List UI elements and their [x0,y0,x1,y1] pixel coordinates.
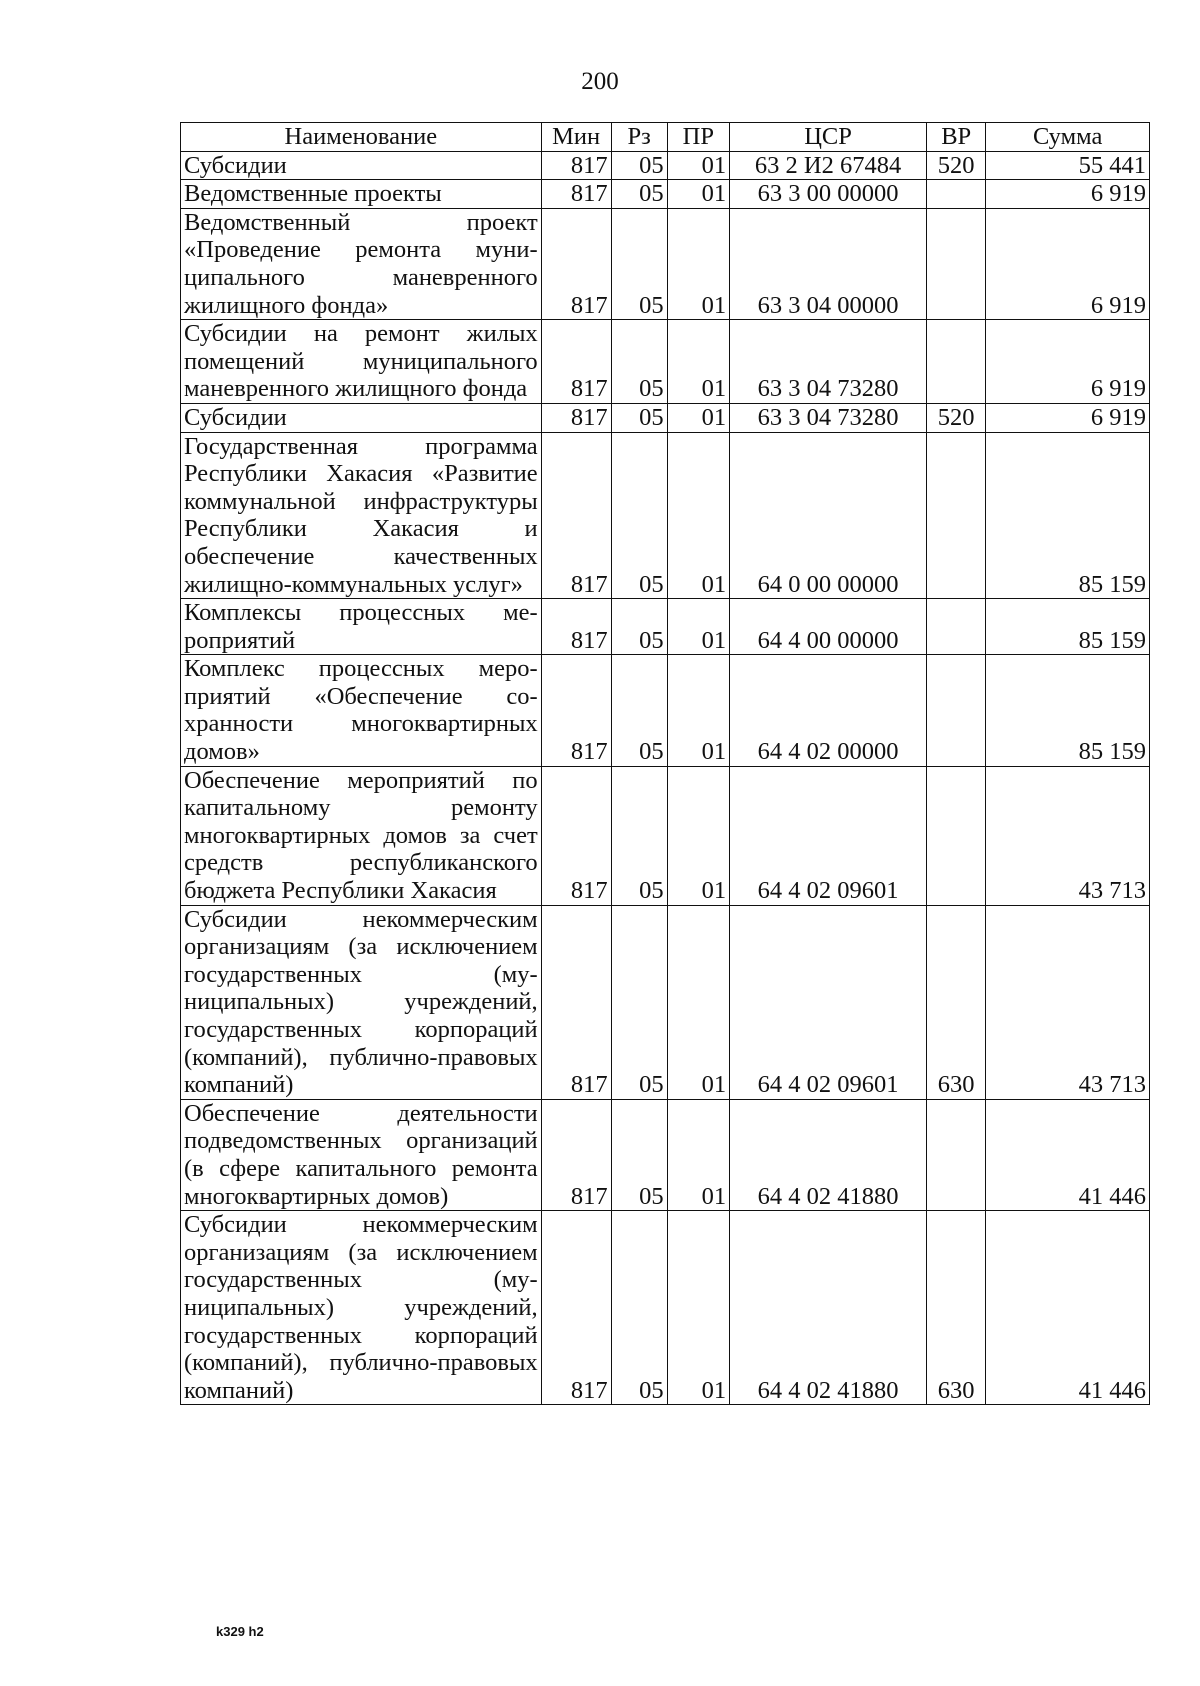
row-name: Комплексы процессных мероприятий [181,599,542,655]
row-min: 817 [541,320,611,404]
row-vr: 520 [927,403,986,432]
header-min: Мин [541,123,611,152]
row-rz: 05 [611,905,667,1099]
row-min: 817 [541,766,611,905]
header-pr: ПР [667,123,729,152]
row-vr [927,766,986,905]
row-csr: 64 4 02 00000 [730,655,927,766]
header-row [181,123,1150,152]
row-csr: 63 3 04 73280 [730,403,927,432]
row-rz: 05 [611,1211,667,1405]
row-sum: 6 919 [986,320,1150,404]
row-pr: 01 [667,208,729,319]
row-pr: 01 [667,403,729,432]
row-rz: 05 [611,599,667,655]
row-sum: 6 919 [986,180,1150,209]
row-pr: 01 [667,432,729,599]
row-min: 817 [541,655,611,766]
row-vr [927,320,986,404]
row-vr: 630 [927,905,986,1099]
row-rz: 05 [611,1099,667,1210]
row-pr: 01 [667,1099,729,1210]
row-csr: 64 4 00 00000 [730,599,927,655]
row-sum: 43 713 [986,905,1150,1099]
row-min: 817 [541,403,611,432]
row-min: 817 [541,151,611,180]
row-rz: 05 [611,766,667,905]
row-pr: 01 [667,599,729,655]
row-name: Субсидии некоммерческим организациям (за исключением государственных (муниципальных) учреждений, государственных корпораций (компаний), публично-правовых компаний) [181,1211,542,1405]
row-sum: 85 159 [986,432,1150,599]
header-vr: ВР [927,123,986,152]
row-csr: 64 4 02 09601 [730,905,927,1099]
row-vr: 630 [927,1211,986,1405]
row-rz: 05 [611,208,667,319]
row-vr [927,180,986,209]
row-vr [927,655,986,766]
row-min: 817 [541,905,611,1099]
row-sum: 41 446 [986,1099,1150,1210]
header-name: Наименование [181,123,542,152]
table-row [181,599,1150,655]
row-sum: 6 919 [986,403,1150,432]
row-sum: 55 441 [986,151,1150,180]
page-number: 200 [581,68,619,95]
row-vr [927,208,986,319]
row-rz: 05 [611,151,667,180]
table-row [181,432,1150,599]
row-pr: 01 [667,320,729,404]
row-pr: 01 [667,1211,729,1405]
row-sum: 43 713 [986,766,1150,905]
row-vr: 520 [927,151,986,180]
row-rz: 05 [611,320,667,404]
row-csr: 63 3 00 00000 [730,180,927,209]
row-pr: 01 [667,766,729,905]
row-csr: 64 4 02 41880 [730,1099,927,1210]
row-name: Обеспечение мероприятий по капитальному ремонту многоквартирных домов за счет средств республиканского бюджета Республики Хакасия [181,766,542,905]
header-rz: Рз [611,123,667,152]
row-pr: 01 [667,905,729,1099]
row-vr [927,432,986,599]
table-row [181,1211,1150,1405]
row-name: Субсидии [181,403,542,432]
budget-table [180,122,1150,1405]
row-csr: 63 3 04 00000 [730,208,927,319]
row-min: 817 [541,208,611,319]
table-row [181,320,1150,404]
table-row [181,905,1150,1099]
row-name: Субсидии некоммерческим организациям (за исключением государственных (муниципальных) учреждений, государственных корпораций (компаний), публично-правовых компаний) [181,905,542,1099]
row-vr [927,599,986,655]
row-name: Комплекс процессных мероприятий «Обеспечение сохранности многоквартирных домов» [181,655,542,766]
row-name: Ведомственные проекты [181,180,542,209]
row-pr: 01 [667,655,729,766]
row-name: Государственная программа Республики Хакасия «Развитие коммунальной инфраструктуры Республики Хакасия и обеспечение качественных жилищно-коммунальных услуг» [181,432,542,599]
row-csr: 64 0 00 00000 [730,432,927,599]
row-name: Ведомственный проект «Проведение ремонта муниципального маневренного жилищного фонда» [181,208,542,319]
header-sum: Сумма [986,123,1150,152]
table-row [181,180,1150,209]
row-csr: 63 2 И2 67484 [730,151,927,180]
row-csr: 64 4 02 09601 [730,766,927,905]
table-row [181,403,1150,432]
row-pr: 01 [667,180,729,209]
row-vr [927,1099,986,1210]
header-csr: ЦСР [730,123,927,152]
row-rz: 05 [611,403,667,432]
footer-code: k329 h2 [216,1624,264,1639]
row-sum: 41 446 [986,1211,1150,1405]
table-row [181,655,1150,766]
table-row [181,766,1150,905]
row-sum: 6 919 [986,208,1150,319]
row-rz: 05 [611,432,667,599]
table-row [181,208,1150,319]
row-name: Субсидии на ремонт жилых помещений муниципального маневренного жилищного фонда [181,320,542,404]
row-min: 817 [541,180,611,209]
row-sum: 85 159 [986,655,1150,766]
row-pr: 01 [667,151,729,180]
table-row [181,151,1150,180]
row-min: 817 [541,1211,611,1405]
table-row [181,1099,1150,1210]
row-rz: 05 [611,655,667,766]
row-csr: 63 3 04 73280 [730,320,927,404]
row-min: 817 [541,432,611,599]
row-min: 817 [541,1099,611,1210]
row-csr: 64 4 02 41880 [730,1211,927,1405]
row-min: 817 [541,599,611,655]
row-sum: 85 159 [986,599,1150,655]
row-name: Субсидии [181,151,542,180]
row-name: Обеспечение деятельности подведомственных организаций (в сфере капитального ремонта многоквартирных домов) [181,1099,542,1210]
row-rz: 05 [611,180,667,209]
